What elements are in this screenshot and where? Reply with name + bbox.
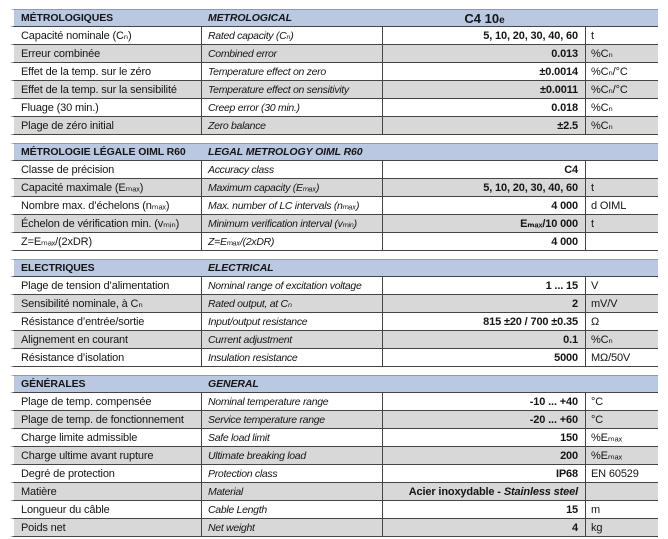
label-fr-cell: Capacité maximale (Eₘₐₓ) [10,179,202,197]
model-name: C4 10 [464,10,500,26]
label-fr-cell: Z=Eₘₐₓ/(2xDR) [10,233,202,251]
unit-cell: V [586,277,658,295]
table-row [10,447,658,465]
section-model-cell [383,375,586,393]
unit-cell: m [586,501,658,519]
value-cell [383,501,586,519]
value-cell [383,63,586,81]
table-row [10,45,658,63]
value-cell [383,447,586,465]
value-cell [383,411,586,429]
table-row [10,99,658,117]
table-row [10,501,658,519]
section-title-en: ELECTRICAL [202,259,383,277]
table-row [10,483,658,501]
label-fr-cell: Matière [10,483,202,501]
model-suffix: e [499,14,505,26]
label-fr-cell: Charge ultime avant rupture [10,447,202,465]
table-row [10,81,658,99]
value-cell [383,483,586,501]
value-text: 0.1 [563,333,578,346]
value-text: C4 [564,163,578,176]
value-text: 0.013 [551,47,578,60]
unit-cell: %Eₘₐₓ [586,447,658,465]
table-row [10,393,658,411]
table-row [10,197,658,215]
table-row [10,313,658,331]
unit-cell: °C [586,411,658,429]
value-text: 5, 10, 20, 30, 40, 60 [483,181,578,194]
label-en-cell: Material [202,483,383,501]
value-text: 150 [560,431,578,444]
unit-cell [586,161,658,179]
value-text: -10 ... +40 [529,395,578,408]
value-text: Eₘₐₓ/10 000 [520,218,578,230]
table-row [10,429,658,447]
label-en-cell: Service temperature range [202,411,383,429]
label-en-cell: Rated capacity (Cₙ) [202,27,383,45]
spec-tables [10,9,658,537]
table-row [10,295,658,313]
label-en-cell: Net weight [202,519,383,537]
label-fr-cell: Résistance d’entrée/sortie [10,313,202,331]
section-header-spacer [586,259,658,277]
value-cell [383,179,586,197]
label-en-cell: Insulation resistance [202,349,383,367]
label-en-cell: Minimum verification interval (vₘᵢₙ) [202,215,383,233]
value-cell [383,313,586,331]
section-title-en: LEGAL METROLOGY OIML R60 [202,143,383,161]
spec-section-table [10,259,658,367]
unit-cell: EN 60529 [586,465,658,483]
label-en-cell: Max. number of LC intervals (nₘₐₓ) [202,197,383,215]
label-fr-cell: Fluage (30 min.) [10,99,202,117]
value-text: 4 000 [551,235,578,248]
value-text: 2 [572,297,578,310]
label-en-cell: Z=Eₘₐₓ/(2xDR) [202,233,383,251]
label-en-cell: Cable Length [202,501,383,519]
spec-section-table [10,375,658,537]
value-cell [383,331,586,349]
label-fr-cell: Longueur du câble [10,501,202,519]
label-fr-cell: Capacité nominale (Cₙ) [10,27,202,45]
label-en-cell: Ultimate breaking load [202,447,383,465]
unit-cell: Ω [586,313,658,331]
table-row [10,233,658,251]
label-fr-cell: Classe de précision [10,161,202,179]
value-cell [383,117,586,135]
section-model-cell [383,9,586,27]
section-rows [10,277,658,367]
unit-cell: t [586,215,658,233]
label-fr-cell: Alignement en courant [10,331,202,349]
value-text: IP68 [555,467,578,480]
value-text: ±0.0011 [539,83,578,96]
unit-cell: t [586,179,658,197]
value-cell [383,429,586,447]
section-model-cell [383,143,586,161]
value-cell [383,465,586,483]
table-row [10,215,658,233]
unit-cell: %Cₙ [586,45,658,63]
value-cell [383,99,586,117]
table-row [10,179,658,197]
unit-cell: %Cₙ [586,331,658,349]
value-text: 5000 [554,351,578,364]
section-header-row [10,375,658,393]
value-text: 0.018 [551,101,578,114]
value-text: 1 ... 15 [545,279,578,292]
value-cell [383,215,586,233]
value-cell [383,161,586,179]
unit-cell: d OIML [586,197,658,215]
label-en-cell: Nominal temperature range [202,393,383,411]
value-text: 4 000 [551,199,578,212]
value-text: ±0.0014 [539,65,578,78]
label-en-cell: Creep error (30 min.) [202,99,383,117]
section-title-fr: MÉTROLOGIQUES [10,9,202,27]
value-cell [383,295,586,313]
value-cell [383,393,586,411]
table-row [10,161,658,179]
unit-cell: %Eₘₐₓ [586,429,658,447]
table-row [10,117,658,135]
value-text: -20 ... +60 [529,413,578,426]
unit-cell [586,483,658,501]
label-en-cell: Nominal range of excitation voltage [202,277,383,295]
value-cell [383,233,586,251]
label-en-cell: Combined error [202,45,383,63]
section-title-en: METROLOGICAL [202,9,383,27]
section-rows [10,393,658,537]
value-cell [383,45,586,63]
table-row [10,27,658,45]
label-en-cell: Zero balance [202,117,383,135]
label-fr-cell: Échelon de vérification min. (vₘᵢₙ) [10,215,202,233]
label-fr-cell: Nombre max. d’échelons (nₘₐₓ) [10,197,202,215]
table-row [10,349,658,367]
value-text: Acier inoxydable - [408,485,501,498]
unit-cell: °C [586,393,658,411]
label-fr-cell: Sensibilité nominale, à Cₙ [10,295,202,313]
value-cell [383,81,586,99]
unit-cell: %Cₙ [586,99,658,117]
table-row [10,519,658,537]
label-fr-cell: Résistance d’isolation [10,349,202,367]
section-title-en: GENERAL [202,375,383,393]
label-fr-cell: Plage de tension d’alimentation [10,277,202,295]
section-rows [10,161,658,251]
label-fr-cell: Effet de la temp. sur le zéro [10,63,202,81]
table-row [10,277,658,295]
table-row [10,331,658,349]
label-en-cell: Temperature effect on sensitivity [202,81,383,99]
label-en-cell: Maximum capacity (Eₘₐₓ) [202,179,383,197]
label-fr-cell: Degré de protection [10,465,202,483]
section-title-fr: MÉTROLOGIE LÉGALE OIML R60 [10,143,202,161]
label-en-cell: Protection class [202,465,383,483]
label-fr-cell: Plage de zéro initial [10,117,202,135]
value-cell [383,349,586,367]
spec-section-table [10,9,658,135]
section-model-cell [383,259,586,277]
section-header-spacer [586,375,658,393]
label-en-cell: Rated output, at Cₙ [202,295,383,313]
value-text: 4 [572,521,578,534]
value-text: 5, 10, 20, 30, 40, 60 [483,29,578,42]
value-text-italic: Stainless steel [503,485,578,498]
value-cell [383,197,586,215]
value-cell [383,519,586,537]
value-text: 815 ±20 / 700 ±0.35 [483,315,578,328]
section-header-row [10,143,658,161]
value-cell [383,277,586,295]
section-rows [10,27,658,135]
value-text: 15 [566,503,578,516]
unit-cell: kg [586,519,658,537]
label-fr-cell: Poids net [10,519,202,537]
table-row [10,63,658,81]
table-row [10,411,658,429]
label-fr-cell: Effet de la temp. sur la sensibilité [10,81,202,99]
label-en-cell: Input/output resistance [202,313,383,331]
section-header-spacer [586,143,658,161]
table-row [10,465,658,483]
unit-cell: %Cₙ/°C [586,81,658,99]
spec-section-table [10,143,658,251]
section-header-row [10,9,658,27]
value-text: ±2.5 [557,119,578,132]
unit-cell: %Cₙ [586,117,658,135]
label-fr-cell: Plage de temp. de fonctionnement [10,411,202,429]
value-cell [383,27,586,45]
label-en-cell: Temperature effect on zero [202,63,383,81]
unit-cell: MΩ/50V [586,349,658,367]
label-en-cell: Current adjustment [202,331,383,349]
value-text: 200 [560,449,578,462]
label-fr-cell: Erreur combinée [10,45,202,63]
label-en-cell: Accuracy class [202,161,383,179]
label-en-cell: Safe load limit [202,429,383,447]
unit-cell: t [586,27,658,45]
unit-cell: %Cₙ/°C [586,63,658,81]
section-title-fr: GÉNÉRALES [10,375,202,393]
section-title-fr: ELECTRIQUES [10,259,202,277]
label-fr-cell: Plage de temp. compensée [10,393,202,411]
label-fr-cell: Charge limite admissible [10,429,202,447]
section-header-row [10,259,658,277]
unit-cell [586,233,658,251]
unit-cell: mV/V [586,295,658,313]
section-header-spacer [586,9,658,27]
